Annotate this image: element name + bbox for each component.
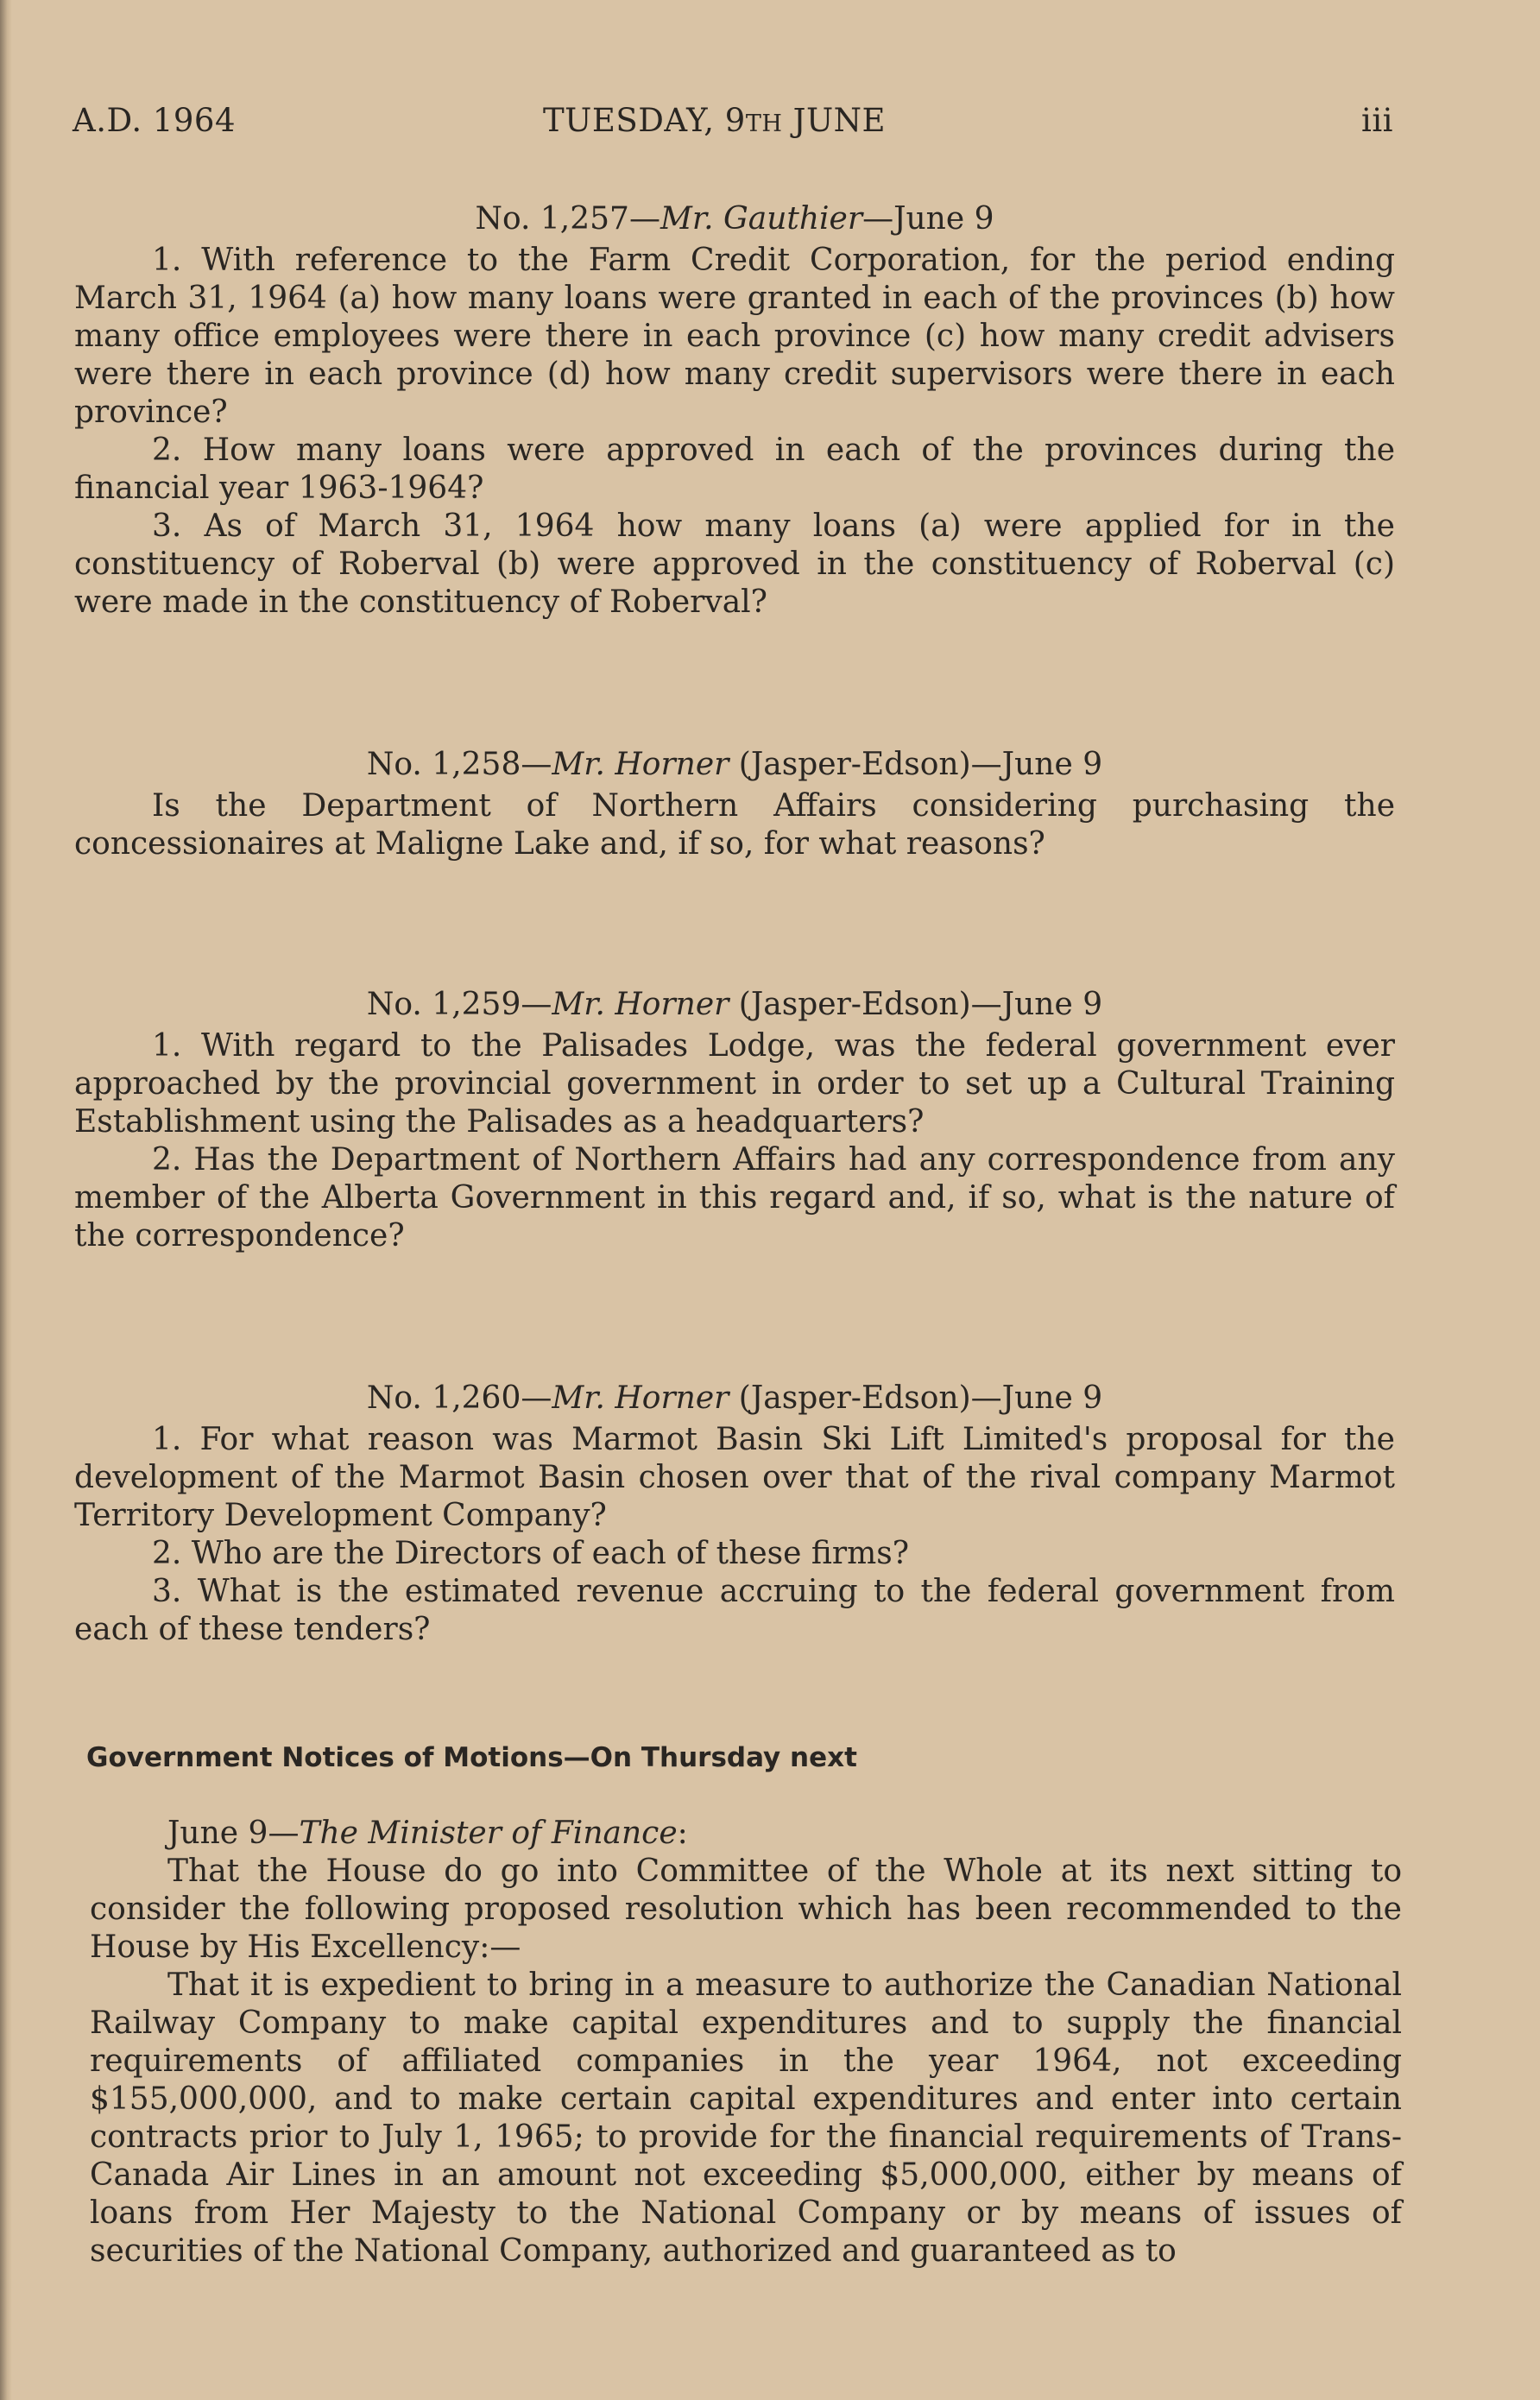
header-year: A.D. 1964 <box>73 102 237 139</box>
question-1259 <box>74 986 1395 1255</box>
page-binding-edge <box>0 0 12 2400</box>
question-heading: No. 1,259—Mr. Horner (Jasper-Edson)—June 9 <box>366 987 1103 1022</box>
section-heading: Government Notices of Motions—On Thursday next <box>86 1742 857 1773</box>
question-paragraph: 2. Who are the Directors of each of these firms? <box>152 1536 909 1571</box>
notice-paragraph: That it is expedient to bring in a measure to authorize the Canadian National Railway Company to make capital expenditures and to supply the financial requirements of affiliated companies in the year 1964, not exceeding $155,000,000, and to make certain capital expenditures and enter into certain contracts prior to July 1, 1965; to provide for the financial requirements of Trans-Canada Air Lines in an amount not exceeding $5,000,000, either by means of loans from Her Majesty to the National Company or by means of issues of securities of the National Company, authorized and guaranteed as to <box>90 1967 1402 2269</box>
question-paragraph: 2. Has the Department of Northern Affairs had any correspondence from any member of the Alberta Government in this regard and, if so, what is the nature of the correspondence? <box>74 1142 1395 1254</box>
question-1257 <box>74 200 1395 622</box>
question-paragraph: Is the Department of Northern Affairs considering purchasing the concessionaires at Maligne Lake and, if so, for what reasons? <box>74 788 1395 862</box>
question-heading: No. 1,260—Mr. Horner (Jasper-Edson)—June 9 <box>366 1380 1103 1416</box>
question-paragraph: 1. With reference to the Farm Credit Corporation, for the period ending March 31, 1964 (a) how many loans were granted in each of the provinces (b) how many office employees were there in each province (c) how many credit advisers were there in each province (d) how many credit supervisors were there in each province? <box>74 243 1395 430</box>
question-paragraph: 2. How many loans were approved in each of the provinces during the financial year 1963-1964? <box>74 433 1395 506</box>
question-paragraph: 3. What is the estimated revenue accruing to the federal government from each of these tenders? <box>74 1574 1395 1647</box>
header-date: TUESDAY, 9TH JUNE <box>543 102 887 139</box>
question-heading: No. 1,258—Mr. Horner (Jasper-Edson)—June 9 <box>366 747 1103 782</box>
question-paragraph: 3. As of March 31, 1964 how many loans (a) were applied for in the constituency of Roberval (b) were approved in the constituency of Roberval (c) were made in the constituency of Roberval? <box>74 508 1395 620</box>
notice-date-line: June 9—The Minister of Finance: <box>167 1816 688 1851</box>
header-page-number: iii <box>1360 102 1393 139</box>
notice-of-motion <box>90 1815 1402 2271</box>
question-paragraph: 1. For what reason was Marmot Basin Ski Lift Limited's proposal for the development of the Marmot Basin chosen over that of the rival company Marmot Territory Development Company? <box>74 1422 1395 1533</box>
question-paragraph: 1. With regard to the Palisades Lodge, was the federal government ever approached by the provincial government in order to set up a Cultural Training Establishment using the Palisades as a headquarters? <box>74 1028 1395 1140</box>
question-1258 <box>74 746 1395 863</box>
question-heading: No. 1,257—Mr. Gauthier—June 9 <box>475 201 994 237</box>
notice-paragraph: That the House do go into Committee of the Whole at its next sitting to consider the following proposed resolution which has been recommended to the House by His Excellency:— <box>90 1854 1402 1965</box>
question-1260 <box>74 1380 1395 1649</box>
